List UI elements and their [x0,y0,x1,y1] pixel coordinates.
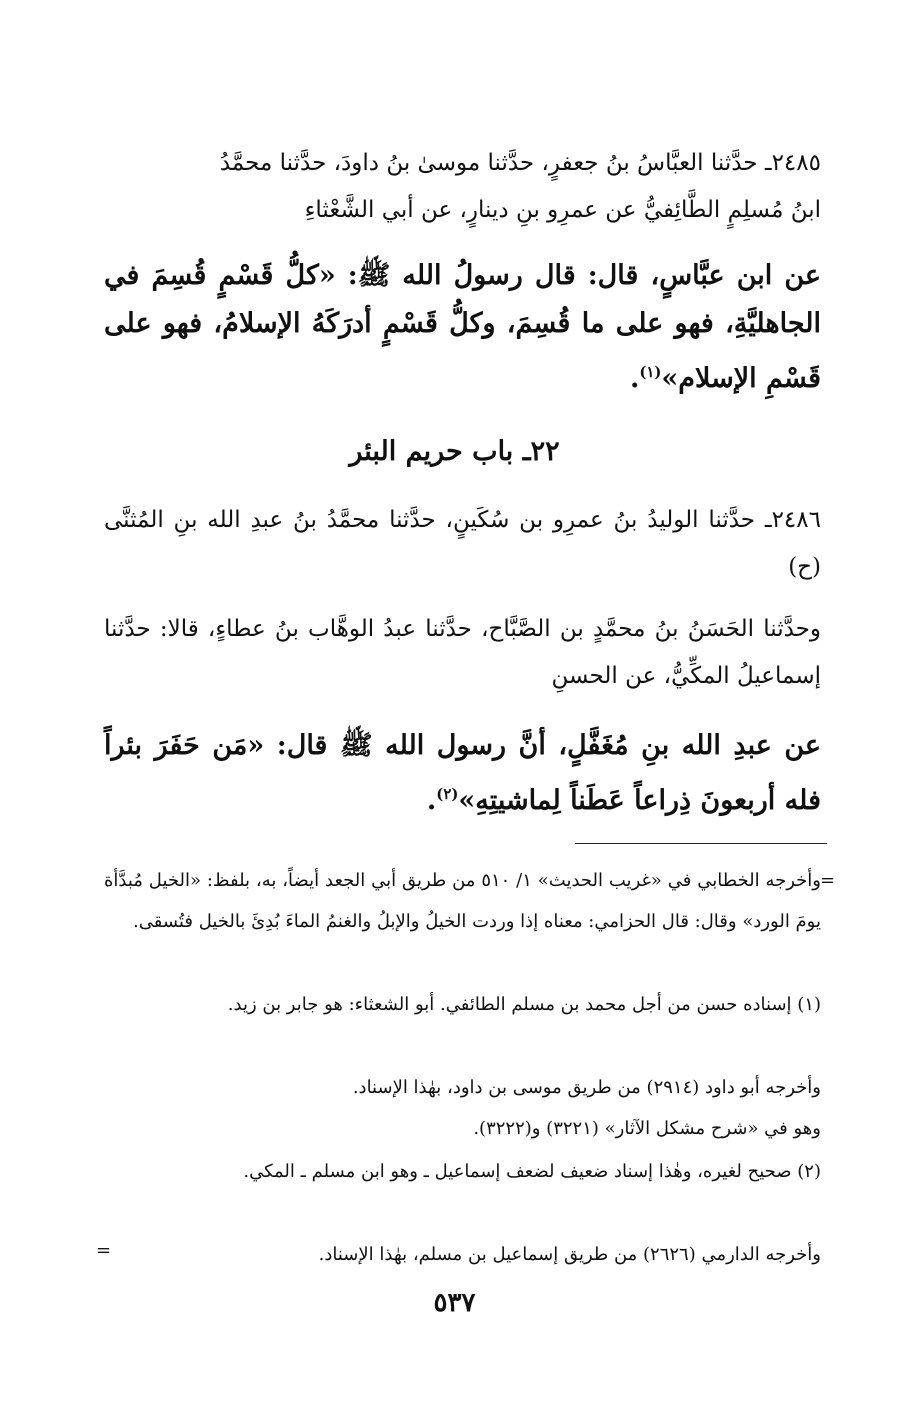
footnote-1-source: وأخرجه أبو داود (٢٩١٤) من طريق موسى بن داود، بهٰذا الإسناد. [352,1077,821,1098]
footnote-ref-2: (٢) [436,785,459,803]
isnad-line-2: ابنُ مُسلِمٍ الطَّائِفيُّ عن عمرِو بنِ دينارٍ، عن أبي الشَّعْثاءِ [304,197,821,223]
hadith-2485-matn [104,252,821,403]
footnote-ref-1: (١) [639,363,662,381]
matn-end: . [426,785,437,816]
footnote-1: (١) إسناده حسن من أجل محمد بن مسلم الطائفي. أبو الشعثاء: هو جابر بن زيد. [227,994,821,1015]
footnote-separator [575,843,827,844]
matn-text: عن ابن عبَّاسٍ، قال: قال رسولُ الله ﷺ: «كلُّ قَسْمٍ قُسِمَ في الجاهليَّةِ، فهو على ما قُسِمَ، وكلُّ قَسْمٍ أدرَكَهُ الإسلامُ، فهو على قَسْمِ الإسلام» [104,260,821,394]
matn-text: عن عبدِ الله بنِ مُغَفَّلٍ، أنَّ رسول الله ﷺ قال: «مَن حَفَرَ بئراً فله أربعونَ ذِراعاً عَطَناً لِماشيتِهِ» [104,730,821,816]
footnote-1-ref: وهو في «شرح مشكل الآثار» (٣٢٢١) و(٣٢٢٢). [473,1118,821,1139]
continuation-mark-bottom: = [96,1240,112,1261]
continuation-mark-top: = [820,870,836,891]
footnote-continued: وأخرجه الخطابي في «غريب الحديث» ١/ ٥١٠ من طريق أبي الجعد أيضاً، به، بلفظ: «الخيل مُبدَّأة يومَ الورد» وقال: قال الحزامي: معناه إذا وردت الخيلُ والإبلُ والغنمُ الماءَ بُدِئَ بالخيل فتُسقى. [104,870,821,932]
matn-end: . [629,363,640,394]
page-number: ٥٣٧ [433,1288,476,1318]
chapter-heading: ٢٢ـ باب حريم البئر [349,436,560,467]
isnad-line-1: ٢٤٨٥ـ حدَّثنا العبَّاسُ بنُ جعفرٍ، حدَّثنا موسىٰ بنُ داودَ، حدَّثنا محمَّدُ [219,150,821,176]
hadith-2486-matn [104,722,821,825]
hadith-2486-isnad-1: ٢٤٨٦ـ حدَّثنا الوليدُ بنُ عمرِو بن سُكَينٍ، حدَّثنا محمَّدُ بنُ عبدِ الله بنِ المُثنَّى (ح) [104,507,821,580]
footnote-2-source: وأخرجه الدارمي (٢٦٢٦) من طريق إسماعيل بن مسلم، بهٰذا الإسناد. [318,1244,821,1265]
footnote-2: (٢) صحيح لغيره، وهٰذا إسناد ضعيف لضعف إسماعيل ـ وهو ابن مسلم ـ المكي. [243,1161,821,1182]
hadith-2485-isnad [104,140,821,234]
hadith-2486-isnad-2: وحدَّثنا الحَسَنُ بنُ محمَّدٍ بن الصَّبَّاح، حدَّثنا عبدُ الوهَّاب بنُ عطاءٍ، قالا: حدَّثنا إسماعيلُ المكِّيُّ، عن الحسنِ [104,616,821,689]
